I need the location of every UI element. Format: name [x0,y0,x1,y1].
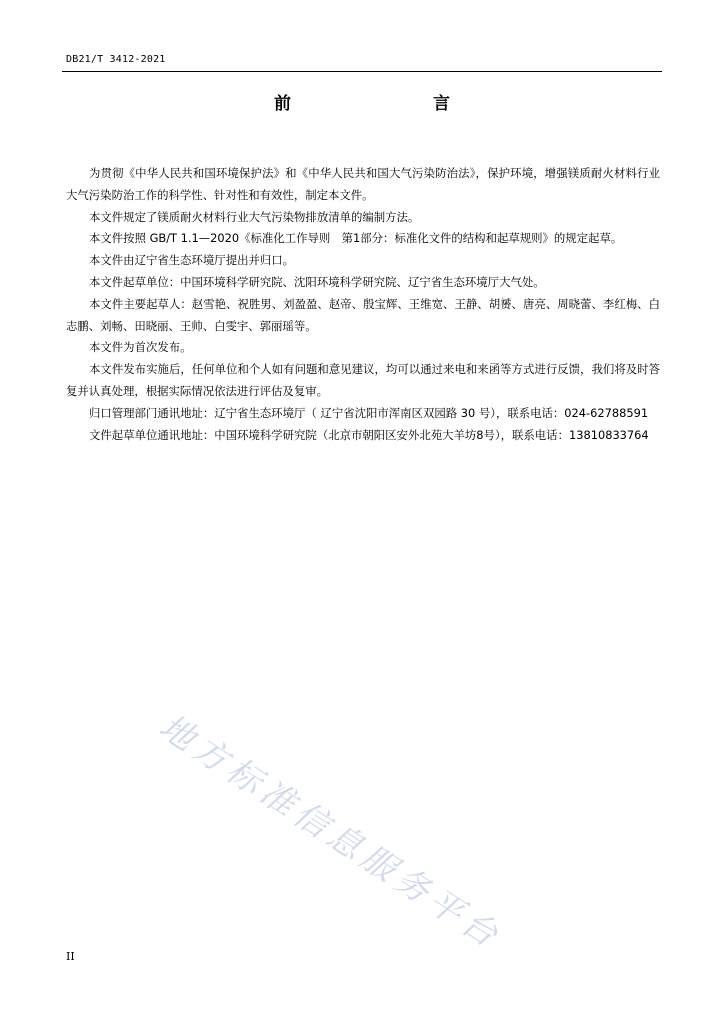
page-title: 前 言 [274,94,486,114]
header-divider [62,71,662,72]
paragraph-proposer: 本文件由辽宁省生态环境厅提出并归口。 [89,253,295,268]
page-number: II [66,950,75,963]
paragraph-admin-contact: 归口管理部门通讯地址：辽宁省生态环境厅（ 辽宁省沈阳市浑南区双园路 30 号），联系电话：024-62788591 [89,405,649,420]
paragraph-drafters: 本文件主要起草人：赵雪艳、祝胜男、刘盈盈、赵帝、殷宝辉、王维宽、王静、胡赟、唐亮、周晓蕾、李红梅、白志鹏、刘畅、田晓丽、王帅、白雯宇、郭丽瑶等。 [66,296,660,333]
document-code: DB21/T 3412-2021 [66,54,166,65]
paragraph-drafter-contact: 文件起草单位通讯地址：中国环境科学研究院（北京市朝阳区安外北苑大羊坊8号），联系电话：13810833764 [89,427,649,442]
paragraph-drafting-units: 本文件起草单位：中国环境科学研究院、沈阳环境科学研究院、辽宁省生态环境厅大气处。 [89,274,545,289]
paragraph-purpose: 为贯彻《中华人民共和国环境保护法》和《中华人民共和国大气污染防治法》，保护环境，增强镁质耐火材料行业大气污染防治工作的科学性、针对性和有效性，制定本文件。 [66,166,660,202]
foreword-body [66,163,660,446]
paragraph-drafting-rules: 本文件按照 GB/T 1.1—2020《标准化工作导则 第1部分：标准化文件的结构和起草规则》的规定起草。 [89,231,623,246]
paragraph-scope: 本文件规定了镁质耐火材料行业大气污染物排放清单的编制方法。 [89,209,420,224]
watermark: 地方标准信息服务平台 [151,706,510,959]
paragraph-feedback: 本文件发布实施后，任何单位和个人如有问题和意见建议，均可以通过来电和来函等方式进行反馈，我们将及时答复并认真处理，根据实际情况依法进行评估及复审。 [66,362,660,398]
paragraph-first-release: 本文件为首次发布。 [89,340,192,355]
